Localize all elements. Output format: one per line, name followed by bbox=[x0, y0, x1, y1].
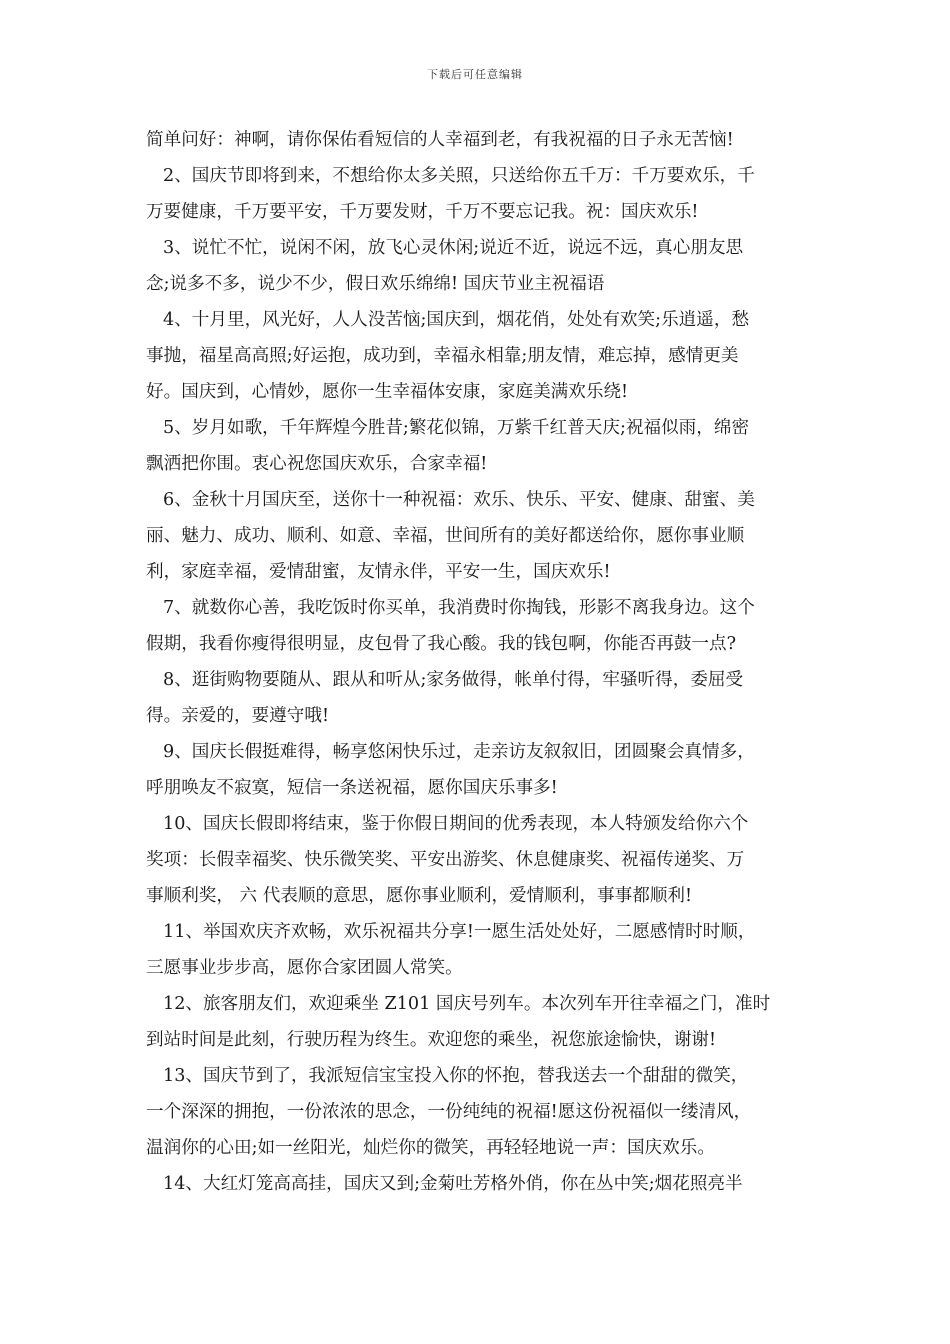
text-line: 一个深深的拥抱，一份浓浓的思念，一份纯纯的祝福!愿这份祝福似一缕清风， bbox=[146, 1102, 752, 1122]
text-line: 利，家庭幸福，爱情甜蜜，友情永伴，平安一生，国庆欢乐! bbox=[146, 562, 611, 582]
body-text bbox=[146, 122, 810, 1202]
text-line: 奖项：长假幸福奖、快乐微笑奖、平安出游奖、休息健康奖、祝福传递奖、万 bbox=[146, 850, 745, 870]
text-line: 到站时间是此刻，行驶历程为终生。欢迎您的乘坐，祝您旅途愉快，谢谢! bbox=[146, 1030, 717, 1050]
text-line: 5、岁月如歌，千年辉煌今胜昔;繁花似锦，万紫千红普天庆;祝福似雨，绵密 bbox=[163, 418, 750, 438]
text-line: 10、国庆长假即将结束，鉴于你假日期间的优秀表现，本人特颁发给你六个 bbox=[163, 814, 749, 834]
text-line: 14、大红灯笼高高挂，国庆又到;金菊吐芳格外俏，你在丛中笑;烟花照亮半 bbox=[163, 1174, 743, 1194]
text-line: 得。亲爱的，要遵守哦! bbox=[146, 706, 330, 726]
text-line: 呼朋唤友不寂寞，短信一条送祝福，愿你国庆乐事多! bbox=[146, 778, 558, 798]
text-line: 2、国庆节即将到来，不想给你太多关照，只送给你五千万：千万要欢乐，千 bbox=[163, 166, 755, 186]
text-line: 6、金秋十月国庆至，送你十一种祝福：欢乐、快乐、平安、健康、甜蜜、美 bbox=[163, 490, 755, 510]
text-line: 温润你的心田;如一丝阳光，灿烂你的微笑，再轻轻地说一声：国庆欢乐。 bbox=[146, 1138, 715, 1158]
text-line: 假期，我看你瘦得很明显，皮包骨了我心酸。我的钱包啊，你能否再鼓一点? bbox=[146, 634, 737, 654]
text-line: 事顺利奖， 六 代表顺的意思，愿你事业顺利，爱情顺利，事事都顺利! bbox=[146, 886, 693, 906]
text-line: 好。国庆到，心情妙，愿你一生幸福体安康，家庭美满欢乐绕! bbox=[146, 382, 629, 402]
header-note: 下载后可任意编辑 bbox=[427, 68, 523, 81]
text-line: 4、十月里，风光好，人人没苦恼;国庆到，烟花俏，处处有欢笑;乐逍遥，愁 bbox=[163, 310, 750, 330]
text-line: 丽、魅力、成功、顺利、如意、幸福，世间所有的美好都送给你，愿你事业顺 bbox=[146, 526, 745, 546]
text-line: 三愿事业步步高，愿你合家团圆人常笑。 bbox=[146, 958, 463, 978]
text-line: 7、就数你心善，我吃饭时你买单，我消费时你掏钱，形影不离我身边。这个 bbox=[163, 598, 755, 618]
text-line: 念;说多不多，说少不少，假日欢乐绵绵! 国庆节业主祝福语 bbox=[146, 274, 605, 294]
text-line: 3、说忙不忙，说闲不闲，放飞心灵休闲;说近不近，说远不远，真心朋友思 bbox=[163, 238, 744, 258]
text-line: 12、旅客朋友们，欢迎乘坐 Z101 国庆号列车。本次列车开往幸福之门，准时 bbox=[163, 994, 771, 1014]
text-line: 飘洒把你围。衷心祝您国庆欢乐，合家幸福! bbox=[146, 454, 488, 474]
text-line: 简单问好：神啊，请你保佑看短信的人幸福到老，有我祝福的日子永无苦恼! bbox=[146, 130, 734, 150]
text-line: 13、国庆节到了，我派短信宝宝投入你的怀抱，替我送去一个甜甜的微笑， bbox=[163, 1066, 749, 1086]
text-line: 8、逛街购物要随从、跟从和听从;家务做得，帐单付得，牢骚听得，委屈受 bbox=[163, 670, 744, 690]
text-line: 万要健康，千万要平安，千万要发财，千万不要忘记我。祝：国庆欢乐! bbox=[146, 202, 699, 222]
text-line: 事抛，福星高高照;好运抱，成功到，幸福永相靠;朋友情，难忘掉，感情更美 bbox=[146, 346, 739, 366]
text-line: 9、国庆长假挺难得，畅享悠闲快乐过，走亲访友叙叙旧，团圆聚会真情多， bbox=[163, 742, 755, 762]
text-line: 11、举国欢庆齐欢畅，欢乐祝福共分享!一愿生活处处好，二愿感情时时顺， bbox=[163, 922, 756, 942]
